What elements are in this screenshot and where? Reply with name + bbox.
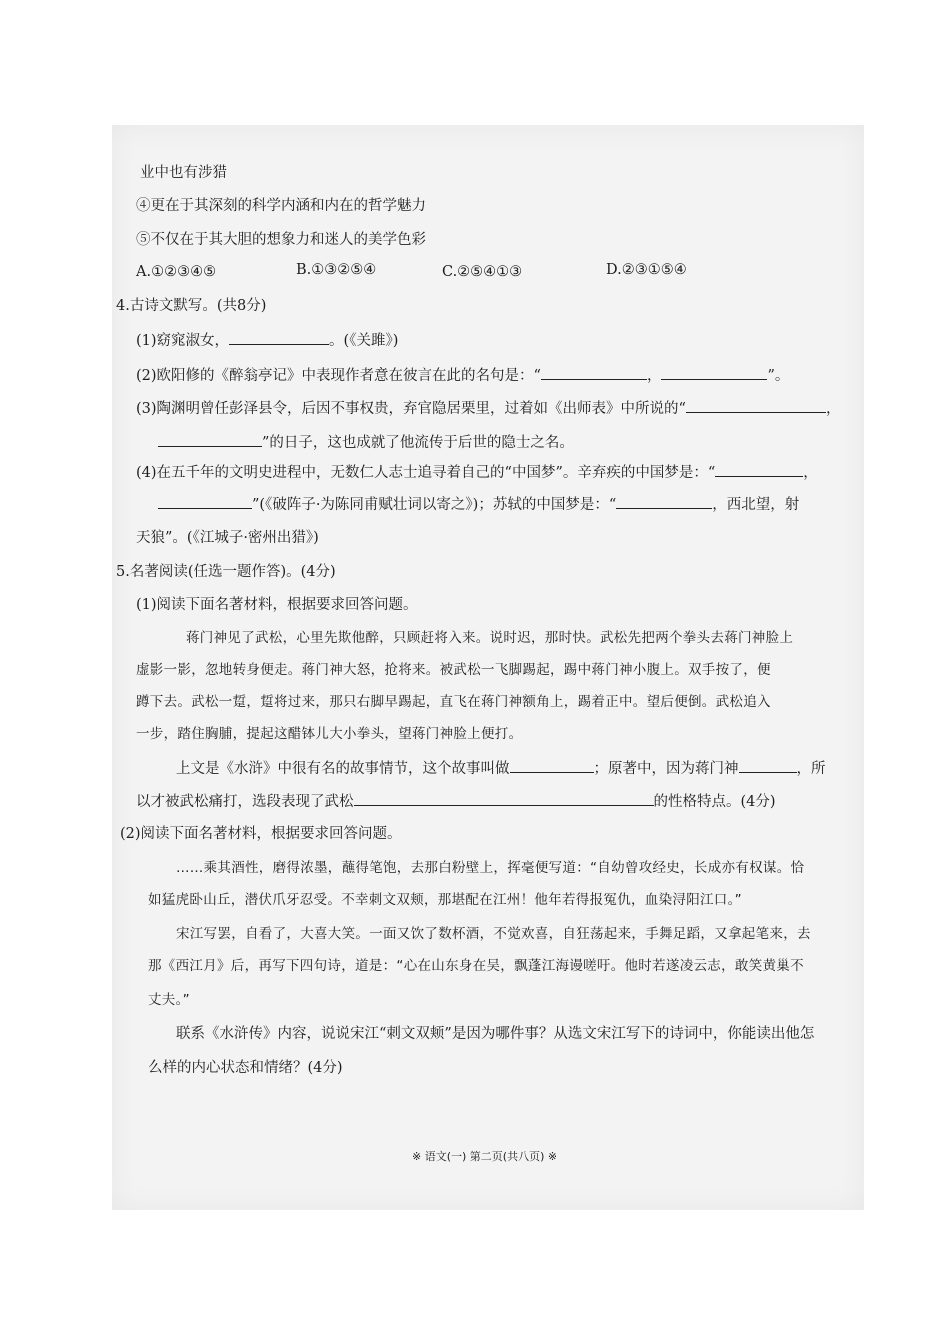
answer-blank[interactable] (229, 330, 329, 345)
q4-part4-text-a: (4)在五千年的文明史进程中，无数仁人志士追寻着自己的“中国梦”。辛弃疾的中国梦是：“ (136, 465, 716, 481)
answer-blank[interactable] (661, 365, 767, 380)
q5-sub2-question-line2: 么样的内心状态和情绪？(4分) (148, 1060, 343, 1076)
q5-sub1-instruction: (1)阅读下面名著材料，根据要求回答问题。 (136, 597, 418, 613)
q4-part4-text-c: ”(《破阵子·为陈同甫赋壮词以寄之》)；苏轼的中国梦是：“ (252, 497, 617, 513)
answer-blank[interactable] (616, 494, 712, 509)
answer-blank[interactable] (158, 494, 252, 509)
q5-q1-text-c: ，所 (796, 761, 826, 777)
q3-option-b: B.①③②⑤④ (296, 262, 377, 278)
passage2-line: 宋江写罢，自看了，大喜大笑。一面又饮了数杯酒，不觉欢喜，自狂荡起来，手舞足蹈，又拿起笔来，去 (176, 926, 811, 942)
q4-part4-line2 (158, 494, 799, 515)
answer-blank[interactable] (354, 791, 654, 806)
passage2-line: 如猛虎卧山丘，潜伏爪牙忍受。不幸刺文双颊，那堪配在江州！他年若得报冤仇，血染浔阳江口。” (148, 892, 742, 908)
q3-item-5: ⑤不仅在于其大胆的想象力和迷人的美学色彩 (136, 232, 426, 248)
answer-blank[interactable] (541, 365, 647, 380)
q4-part2-text-c: ”。 (767, 368, 790, 384)
q5-q1-text-d: 以才被武松痛打，选段表现了武松 (136, 794, 354, 810)
q4-part2-text-b: ， (646, 368, 662, 384)
q4-part3-text-c: ”的日子，这也成就了他流传于后世的隐士之名。 (262, 435, 574, 451)
q5-sub2-instruction: (2)阅读下面名著材料，根据要求回答问题。 (120, 826, 402, 842)
q4-heading: 4.古诗文默写。(共8分) (116, 298, 267, 314)
q4-part2 (136, 365, 789, 386)
q5-sub1-question-line2 (136, 791, 776, 812)
passage1-line: 一步，踏住胸脯，提起这醋钵儿大小拳头，望蒋门神脸上便打。 (136, 726, 523, 742)
q4-part1-text-b: 。(《关雎》) (329, 333, 399, 349)
q4-part2-text-a: (2)欧阳修的《醉翁亭记》中表现作者意在彼言在此的名句是：“ (136, 368, 541, 384)
answer-blank[interactable] (715, 462, 803, 477)
q3-item-4: ④更在于其深刻的科学内涵和内在的哲学魅力 (136, 198, 426, 214)
q3-continuation: 业中也有涉猎 (140, 165, 227, 181)
q3-option-d: D.②③①⑤④ (606, 262, 687, 278)
q4-part3-line2 (158, 432, 574, 453)
passage2-line: 丈夫。” (148, 992, 190, 1008)
q4-part4-line3: 天狼”。(《江城子·密州出猎》) (136, 530, 319, 546)
q4-part4-text-d: ，西北望，射 (712, 497, 800, 513)
q3-option-c: C.②⑤④①③ (442, 264, 523, 280)
q4-part4-text-b: ， (803, 465, 818, 481)
passage2-line: 那《西江月》后，再写下四句诗，道是：“心在山东身在吴，飘蓬江海谩嗟吁。他时若遂凌云志，敢笑黄巢不 (148, 958, 804, 974)
passage2-line: ……乘其酒性，磨得浓墨，蘸得笔饱，去那白粉壁上，挥毫便写道：“自幼曾攻经史，长成亦有权谋。恰 (176, 860, 805, 876)
answer-blank[interactable] (686, 398, 826, 413)
q5-sub2-question-line1: 联系《水浒传》内容，说说宋江“刺文双颊”是因为哪件事？从选文宋江写下的诗词中，你能读出他怎 (176, 1026, 815, 1042)
page-footer: ※ 语文(一) 第二页(共八页) ※ (412, 1150, 558, 1163)
q4-part3-text-b: ， (825, 401, 841, 417)
passage1-line: 蒋门神见了武松，心里先欺他醉，只顾赶将入来。说时迟，那时快。武松先把两个拳头去蒋门神脸上 (186, 630, 794, 646)
q4-part1-text-a: (1)窈窕淑女， (136, 333, 230, 349)
answer-blank[interactable] (739, 758, 797, 773)
passage1-line: 蹲下去。武松一踅，踅将过来，那只右脚早踢起，直飞在蒋门神额角上，踢着正中。望后便倒。武松追入 (136, 694, 771, 710)
q5-q1-text-a: 上文是《水浒》中很有名的故事情节，这个故事叫做 (176, 761, 510, 777)
q5-q1-text-e: 的性格特点。(4分) (653, 794, 776, 810)
q4-part1 (136, 330, 398, 351)
q4-part3-line1 (136, 398, 840, 419)
passage1-line: 虚影一影，忽地转身便走。蒋门神大怒，抢将来。被武松一飞脚踢起，踢中蒋门神小腹上。双手按了，便 (136, 662, 771, 678)
answer-blank[interactable] (510, 758, 594, 773)
q5-heading: 5.名著阅读(任选一题作答)。(4分) (116, 564, 336, 580)
q4-part4-line1 (136, 462, 818, 483)
q5-q1-text-b: ；原著中，因为蒋门神 (593, 761, 739, 777)
q3-option-a: A.①②③④⑤ (136, 264, 217, 280)
answer-blank[interactable] (158, 432, 262, 447)
q5-sub1-question-line1 (176, 758, 826, 779)
q4-part3-text-a: (3)陶渊明曾任彭泽县令，后因不事权贵，弃官隐居栗里，过着如《出师表》中所说的“ (136, 401, 686, 417)
